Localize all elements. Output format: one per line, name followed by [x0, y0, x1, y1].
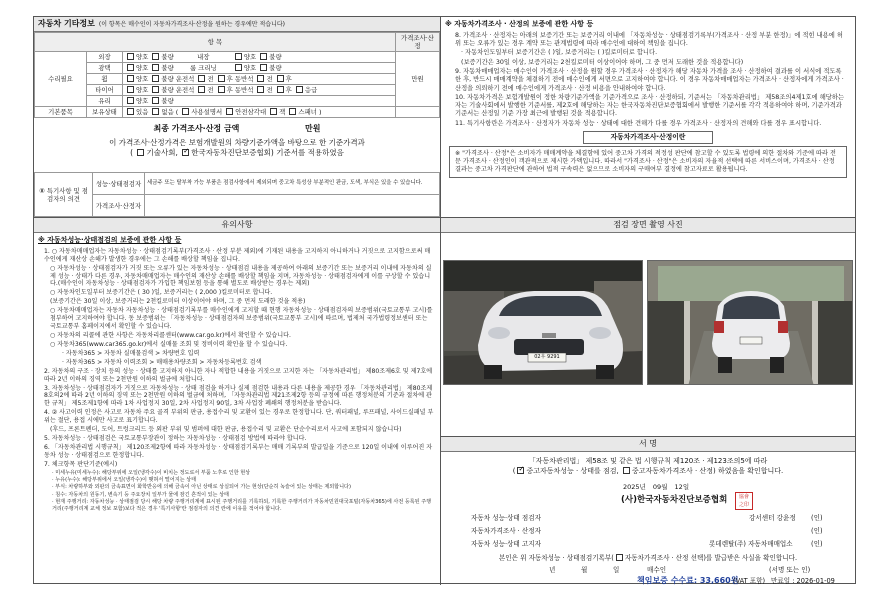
row-options — [123, 85, 396, 96]
checkbox[interactable] — [257, 75, 264, 82]
notice-p3: ○ 자동차인도일부터 보증기간은 ( 30 )일, 보증거리는 ( 2,000 )킬로미터로 합니다. — [50, 289, 273, 297]
front-car-image — [444, 261, 643, 385]
checkbox[interactable] — [198, 86, 205, 93]
receipt-mid: 자동차가격조사 · 산정 선택)를 발급받은 사실을 확인합니다. — [624, 554, 798, 562]
checkbox[interactable] — [616, 554, 623, 561]
signature-section — [441, 436, 855, 585]
notice-p14: 5. 자동차성능 · 상태점검은 국토교통부장관이 정하는 자동차성능 · 상태점검 방법에 따라야 합니다. — [44, 435, 307, 443]
definition-box: ※ "가격조사 · 산정"은 소비자가 매매계약을 체결함에 있어 중고차 가격의 적정성 판단에 참고할 수 있도록 법령에 의한 절차와 기준에 따라 전문 가격조사 · 산정인이 객관적으로 제시한 가액입니다. 따라서 "가격조사 · 산정"은 소비자의 자율적 선택에 따른 서비스이며, 가격조사 · 산정 결과는 중고차 가격판단에 관하여 법적 구속력은 없으므로 소비자의 구매여부 결정에 참고자료로 활용됩니다. — [449, 146, 847, 179]
sign-date — [623, 483, 689, 491]
statement-opt1: 중고자동차성능 · 상태를 점검, — [526, 466, 619, 475]
statement-line1: 「자동차관리법」 제58조 및 같은 법 시행규칙 제120조 · 제123조의5에 따라 — [528, 457, 768, 465]
signer-row-3 — [471, 538, 831, 551]
opt-label: 전 — [207, 75, 214, 83]
final-amount-field[interactable] — [242, 130, 302, 131]
checkbox[interactable] — [623, 467, 630, 474]
item-9: 9. 자동차매매업자는 매수인이 가격조사 · 산정을 원할 경우 가격조사 · 산정자가 해당 자동차 가격을 조사 · 산정하여 결과를 이 서식에 적도록 한 후, 반드시 매매계약을 체결하기 전에 매수인에게 서면으로 고지하여야 합니다. 이 경우 자동차매매업자는 가격조사 · 산정자에게 가격조사 · 산정을 의뢰하기 전에 매수인에게 가격조사 · 산정 비용을 안내하여야 합니다. — [455, 67, 844, 92]
col-price: 가격조사·산정 — [396, 33, 440, 52]
notice-p12: 4. ② 사고이력 인정은 사고로 자동차 주요 골격 부위의 판금, 용접수리 및 교환이 있는 경우로 한정합니다. 단, 쿼터패널, 루프패널, 사이드실패널 부위는 절단, 용접 시에만 사고로 표기합니다. — [44, 409, 434, 425]
notice-p10: 2. 자동차의 구조 · 장치 등의 성능 · 상태를 고지하지 아니한 자나 적합한 내용을 거짓으로 고지한 자는 「자동차관리법」 제80조제6호 및 제7호에 따라 2년 이하의 징역 또는 2천만원 이하의 벌금에 처합니다. — [44, 367, 433, 383]
checkbox[interactable] — [260, 53, 267, 60]
definition-box-title: 자동차가격조사·산정이란 — [583, 131, 713, 143]
checkbox[interactable] — [235, 64, 242, 71]
row-label: 외장 — [87, 52, 123, 63]
opt-label: 불량 — [161, 75, 174, 83]
notice-p2: ○ 자동차성능 · 상태점검자가 거짓 또는 오류가 있는 자동차성능 · 상태점검 내용을 제공하여 아래의 보증기간 또는 보증거리 이내에 자동차의 실제 성능 · 상태가 다른 경우, 자동차매매업자는 매수인의 재산상 손해를 배상할 책임을 지며, 자동차성능 · 상태점검자에게 이를 구상할 수 있습니다.(매수인이 자동차성능 · 상태점검자가 가입한 책임보험 등을 통해 별도로 배상받는 경우는 제외) — [50, 264, 432, 288]
opinion-label: ⑧ 특기사항 및 점검자의 의견 — [35, 173, 93, 217]
notice-section — [34, 217, 441, 585]
signer-3-name: 롯데렌탈(주) 자동차매매업소 — [709, 540, 793, 548]
opinion-table — [34, 172, 440, 217]
checkbox[interactable] — [226, 108, 233, 115]
checkbox[interactable] — [127, 86, 134, 93]
section-note: (이 항목은 매수인이 자동차가격조사·산정을 원하는 경우에만 적습니다) — [98, 21, 286, 28]
item-11: 11. 특기사항란은 가격조사 · 산정자가 자동차 성능 · 상태에 대한 견해가 다를 경우 가격조사 · 산정자의 견해와 다를 경우 표시합니다. — [455, 119, 822, 127]
opt-label: 전 — [266, 86, 273, 94]
notice-p4: (보증기간은 30일 이상, 보증거리는 2천킬로미터 이상이어야 하며, 그 중 먼저 도래한 것을 적용) — [50, 298, 306, 306]
opt-label: 양호 — [136, 53, 149, 61]
criteria-3: · 부식: 차량하부와 외판의 금속표면이 화학반응에 의해 금속이 아닌 상태로 상실되어 가는 현상(단순히 녹슬어 있는 상태는 제외합니다) — [52, 484, 351, 491]
front-car-photo — [443, 260, 643, 385]
checkbox[interactable] — [152, 75, 159, 82]
section-title: 자동차 기타정보 — [38, 19, 95, 28]
notice-p11: 3. 자동차성능 · 상태점검자가 거짓으로 자동차성능 · 상태 점검을 하거나 실제 점검한 내용과 다른 내용을 제공한 경우 「자동차관리법」 제80조제8호의2에 따라 2년 이하의 징역 또는 2천만원 이하의 벌금에 처하며, 「자동차관리법 제21조제2항 등의 규정에 따른 행정처분의 기준과 절차에 관한 규칙」 제5조제1항에 따라 1차 사업정지 30일, 2차 사업정지 90일, 3차 사업장 폐쇄의 행정처분을 받습니다. — [44, 384, 433, 408]
photo-header: 점검 장면 촬영 사진 — [441, 218, 855, 233]
date-month-unit: 월 — [661, 483, 668, 491]
checkbox[interactable] — [277, 86, 284, 93]
receipt-statement — [441, 554, 855, 562]
opinion-row2: 가격조사·산정자 — [93, 195, 145, 217]
signer-rows — [471, 512, 831, 551]
signer-row-2 — [471, 525, 831, 538]
signer-1-name: 강서센터 강윤정 — [749, 514, 796, 522]
fee-note: (VAT 포함) — [733, 577, 766, 585]
opt-label: 응급 — [304, 86, 318, 94]
notice-p15: 6. 「자동차관리법 시행규칙」 제120조제2항에 따라 자동차성능 · 상태점검기록부는 매매 기록부의 발급일을 기준으로 120일 이내에 이루어진 자동차 성능 · 상태점검으로 한정합니다. — [44, 443, 433, 459]
final-label: 최종 가격조사·산정 금액 — [153, 124, 240, 133]
signer-1-mark: (인) — [811, 514, 823, 522]
price-guarantee-title: ※ 자동차가격조사 · 산정의 보증에 관한 사항 등 — [445, 20, 594, 28]
col-item: 항 목 — [35, 33, 396, 52]
signer-2-label: 자동차가격조사 · 산정자 — [471, 527, 541, 535]
row-label: 유리 — [87, 96, 123, 107]
opt-label: 불량 — [161, 64, 174, 72]
buyer-label: 매수인 — [647, 566, 667, 574]
item-8: 8. 가격조사 · 산정자는 아래의 보증기간 또는 보증거리 이내에 「자동차성능 · 상태점검기록부(가격조사 · 산정 부분 한정)」에 적힌 내용에 허위 또는 오류가 있는 경우 계약 또는 관계법령에 따라 매수인에 대하여 책임을 집니다. — [455, 31, 843, 48]
row-options — [123, 52, 396, 63]
checkbox[interactable] — [127, 53, 134, 60]
fee-line — [441, 577, 855, 587]
checkbox[interactable] — [289, 108, 296, 115]
opt-label: 양호 — [136, 64, 149, 72]
checkbox[interactable] — [270, 108, 277, 115]
statement-line2: (✓ 중고자동차성능 · 상태를 점검, 중고자동차가격조사 · 산정) 하였음을 확인합니다. — [441, 467, 855, 477]
signer-3-mark: (인) — [811, 540, 823, 548]
org-seal: 協會 之印 — [735, 492, 753, 510]
opt-label: 양호 — [136, 86, 149, 94]
date-day: 12 — [674, 483, 683, 491]
notice-p9: · 자동차365 > 자동차 이력조회 > 매매용차량조회 > 자동차등록번호 검색 — [62, 358, 262, 366]
criteria-list — [44, 470, 434, 512]
row-label: 동반석 — [234, 86, 254, 94]
vehicle-other-info — [34, 17, 441, 217]
opt-label: 불량 — [269, 64, 282, 72]
opt-label: 불량 — [161, 53, 174, 61]
basic-options: 있음 없음 ( 사용설명서 안전삼각대 잭 스패너 ) — [123, 107, 396, 118]
checkbox-checked[interactable] — [517, 467, 524, 474]
checkbox[interactable] — [182, 108, 189, 115]
opt-label: 안전삼각대 — [235, 108, 267, 116]
item-10: 10. 자동차가격은 보험개발원이 정한 차량기준가액을 기준가격으로 조사 · 산정하되, 기준서는 「자동차관리법」 제58조의4제1호에 해당하는 자는 기술사회에서 발행한 기준서를, 제2호에 해당하는 자는 한국자동차진단보증협회에서 발행한 기준서를 각각 적용하여야 하며, 기준가격과 기준서는 산정일 기준 가장 최근에 발행된 것을 적용합니다. — [455, 93, 845, 118]
receipt-year: 년 — [549, 566, 556, 574]
checkbox-checked[interactable] — [182, 149, 189, 156]
statement-opt2: 중고자동차가격조사 · 산정) 하였음을 확인합니다. — [631, 466, 784, 475]
checkbox[interactable] — [152, 86, 159, 93]
checkbox[interactable] — [296, 86, 303, 93]
signer-3-label: 자동차 성능·상태 고지자 — [471, 540, 541, 548]
final-price — [34, 124, 440, 134]
opt-label: 양호 — [243, 53, 257, 61]
rear-car-image — [648, 261, 853, 385]
inspection-report-page — [33, 16, 856, 584]
fee-amount: 책임보증 수수료: 33,660원 — [637, 576, 739, 585]
opt-label: 후 — [226, 86, 233, 94]
org-name: (사)한국자동차진단보증협회 — [621, 495, 728, 505]
criteria-1: · 미세누유(미세누수): 해당부위에 오일(냉각수)이 비치는 정도로서 부품 노후로 인한 현상 — [52, 469, 251, 476]
basic-item: 보유상태 — [87, 107, 123, 118]
row-options — [123, 74, 396, 85]
opt-label: 양호 — [243, 64, 257, 72]
criteria-2: · 누유(누수): 해당부위에서 오일(냉각수)이 맺혀서 떨어지는 상태 — [52, 477, 197, 484]
basis-line1: 이 가격조사·산정가격은 보험개발원의 차량기준가액을 바탕으로 한 기준가격과 — [109, 138, 365, 147]
notice-p6: ○ 자동차의 리콜에 관한 사항은 자동차리콜센터(www.car.go.kr)에서 확인할 수 있습니다. — [50, 331, 291, 339]
opt-label: 없음 — [161, 108, 174, 116]
receipt-date — [441, 566, 855, 576]
basic-label: 기본품목 — [35, 107, 87, 118]
basis-line2: ( 기술사회, ✓ 한국자동차진단보증협회) 기준서를 적용하였음 — [34, 148, 440, 158]
notice-p5: ○ 자동차매매업자는 자동차 자동차성능 · 상태점검기록부를 매수인에게 고지할 때 현행 자동차성능 · 상태점검자의 보증범위(국토교통부 고시)를 첨부하여 고지하여야 합니다. 동 보증범위는 「자동차성능 · 상태점검자의 보증범위(국토교통부 고시)에 따르며, 법제처 국가법령정보센터 또는 국토교통부 홈페이지에서 확인할 수 있습니다. — [50, 307, 433, 331]
signature-statement — [441, 457, 855, 477]
checkbox[interactable] — [152, 64, 159, 71]
opt-label: 스패너 — [298, 108, 317, 116]
opt-label: 양호 — [136, 75, 149, 83]
row-label: 운전석 — [175, 75, 195, 83]
opt-label: 전 — [207, 86, 214, 94]
checkbox[interactable] — [127, 97, 134, 104]
opinion-row1: 성능·상태점검자 — [93, 173, 145, 195]
price-guarantee-items — [441, 32, 855, 128]
row-label: 동반석 — [234, 75, 254, 83]
notice-p1: 1. ○ 자동차매매업자는 자동차성능 · 상태점검기록부(가격조사 · 산정 부분 제외)에 기재된 내용을 고지하지 아니하거나 거짓으로 고지함으로써 매수인에게 재산상 손해가 발생한 경우에는 그 손해를 배상할 책임을 집니다. — [44, 247, 431, 263]
receipt-day: 일 — [613, 566, 620, 574]
row-label: 룸 크리닝 — [189, 64, 217, 72]
opt-label: 불량 — [161, 86, 174, 94]
notice-p13: (후드, 프론트펜더, 도어, 트렁크리드 등 외판 부위 및 범퍼에 대한 판금, 용접수리 및 교환은 단순수리로서 사고에 포함되지 않습니다) — [50, 426, 402, 434]
row-label: 운전석 — [175, 86, 195, 94]
opt-label: 사용설명서 — [191, 108, 223, 116]
opt-label: 불량 — [161, 97, 174, 105]
notice-p16: 7. 체크항목 판단기준(예시) — [44, 460, 118, 468]
opt-label: 불량 — [269, 53, 282, 61]
signer-2-mark: (인) — [811, 527, 823, 535]
criteria-5: · 현재 주행거리: 자동차성능 · 상태점검 당시 해당 차량 주행거리계에 표시된 주행거리를 기록하되, 기록한 주행거리가 자동차민원대국포털(자동차365)에 사전 등록된 주행거리(주행거리계 교체 정보 포함)보다 적은 경우 '특기사항'란 점검자의 의견 란에 이유를 적어야 합니다. — [52, 499, 432, 512]
vehicle-other-info-header — [34, 17, 440, 32]
checkbox[interactable] — [127, 64, 134, 71]
checkbox[interactable] — [152, 97, 159, 104]
notice-title: ※ 자동차성능·상태점검의 보증에 관한 사항 등 — [38, 236, 182, 244]
checkbox[interactable] — [260, 64, 267, 71]
row-label: 내장 — [197, 53, 210, 61]
final-unit: 만원 — [305, 124, 321, 133]
row-label: 광택 — [87, 63, 123, 74]
notice-p7: ○ 자동차365(www.car365.go.kr)에서 실매물 조회 및 정비이력 확인을 할 수 있습니다. — [50, 340, 288, 348]
price-guarantee-section — [441, 17, 855, 217]
basis-text — [34, 138, 440, 158]
signature-header: 서 명 — [441, 437, 855, 452]
photo-section — [441, 217, 855, 436]
buyer-sign: (서명 또는 인) — [769, 566, 811, 574]
opt-label: 양호 — [136, 97, 149, 105]
item-8-note: (보증기간은 30일 이상, 보증거리는 2천킬로미터 이상이어야 하며, 그 중 먼저 도래한 것을 적용합니다) — [461, 58, 744, 66]
checkbox[interactable] — [277, 75, 284, 82]
opinion-row2-text — [145, 195, 440, 217]
opt-label: 후 — [226, 75, 233, 83]
item-8-sub: · 자동차인도일부터 보증기간은 ( )일, 보증거리는 ( )킬로미터로 합니다. — [461, 49, 658, 57]
checkbox[interactable] — [218, 86, 225, 93]
row-label: 휠 — [87, 74, 123, 85]
opinion-row1-text: 세금주 또는 탈부착 가능 부품은 점검사항에서 제외되며 중고차 특성상 부분적인 판금, 도색, 부식은 있을 수 있습니다. — [145, 173, 440, 195]
checkbox[interactable] — [127, 108, 134, 115]
date-month: 09 — [652, 483, 662, 491]
price-cell-empty — [396, 107, 440, 118]
opt-label: 후 — [285, 75, 292, 83]
opt-label: 있음 — [136, 108, 149, 116]
row-label: 타이어 — [87, 85, 123, 96]
checkbox[interactable] — [127, 75, 134, 82]
checkbox[interactable] — [218, 75, 225, 82]
row-options — [123, 96, 396, 107]
opt-label: 전 — [266, 75, 273, 83]
basis-opt1: 기술사회, — [146, 148, 178, 158]
notice-header: 유의사항 — [34, 218, 440, 233]
row-options — [123, 63, 396, 74]
checkbox[interactable] — [152, 53, 159, 60]
signer-row-1 — [471, 512, 831, 525]
date-year: 2025 — [623, 483, 640, 491]
repair-label: 수리필요 — [35, 52, 87, 107]
expiry-date: 만료일 : 2026-01-09 — [771, 577, 835, 585]
checkbox[interactable] — [152, 108, 159, 115]
checkbox[interactable] — [137, 149, 144, 156]
receipt-pre: 본인은 위 자동차성능 · 상태점검기록부( — [498, 554, 614, 562]
notice-body — [34, 248, 440, 512]
date-day-unit: 일 — [682, 483, 690, 491]
license-plate: 02우 9291 — [534, 354, 560, 360]
basis-opt2: 한국자동차진단보증협회) 기준서를 적용하였음 — [191, 148, 344, 158]
checkbox[interactable] — [257, 86, 264, 93]
criteria-4: · 침수: 자동차의 원동기, 변속기 등 주요장치 일부가 물에 잠긴 흔적이 있는 상태 — [52, 491, 229, 498]
checkbox[interactable] — [235, 53, 242, 60]
price-cell: 만원 — [396, 52, 440, 107]
checkbox[interactable] — [198, 75, 205, 82]
receipt-month: 월 — [581, 566, 588, 574]
notice-p8: · 자동차365 > 자동차 실매물검색 > 차량번호 입력 — [62, 349, 200, 357]
opt-label: 잭 — [279, 108, 286, 116]
repair-table — [34, 32, 440, 118]
date-year-unit: 년 — [639, 483, 646, 491]
signer-1-label: 자동차 성능·상태 점검자 — [471, 514, 541, 522]
rear-car-photo — [647, 260, 853, 385]
opt-label: 후 — [285, 86, 292, 94]
